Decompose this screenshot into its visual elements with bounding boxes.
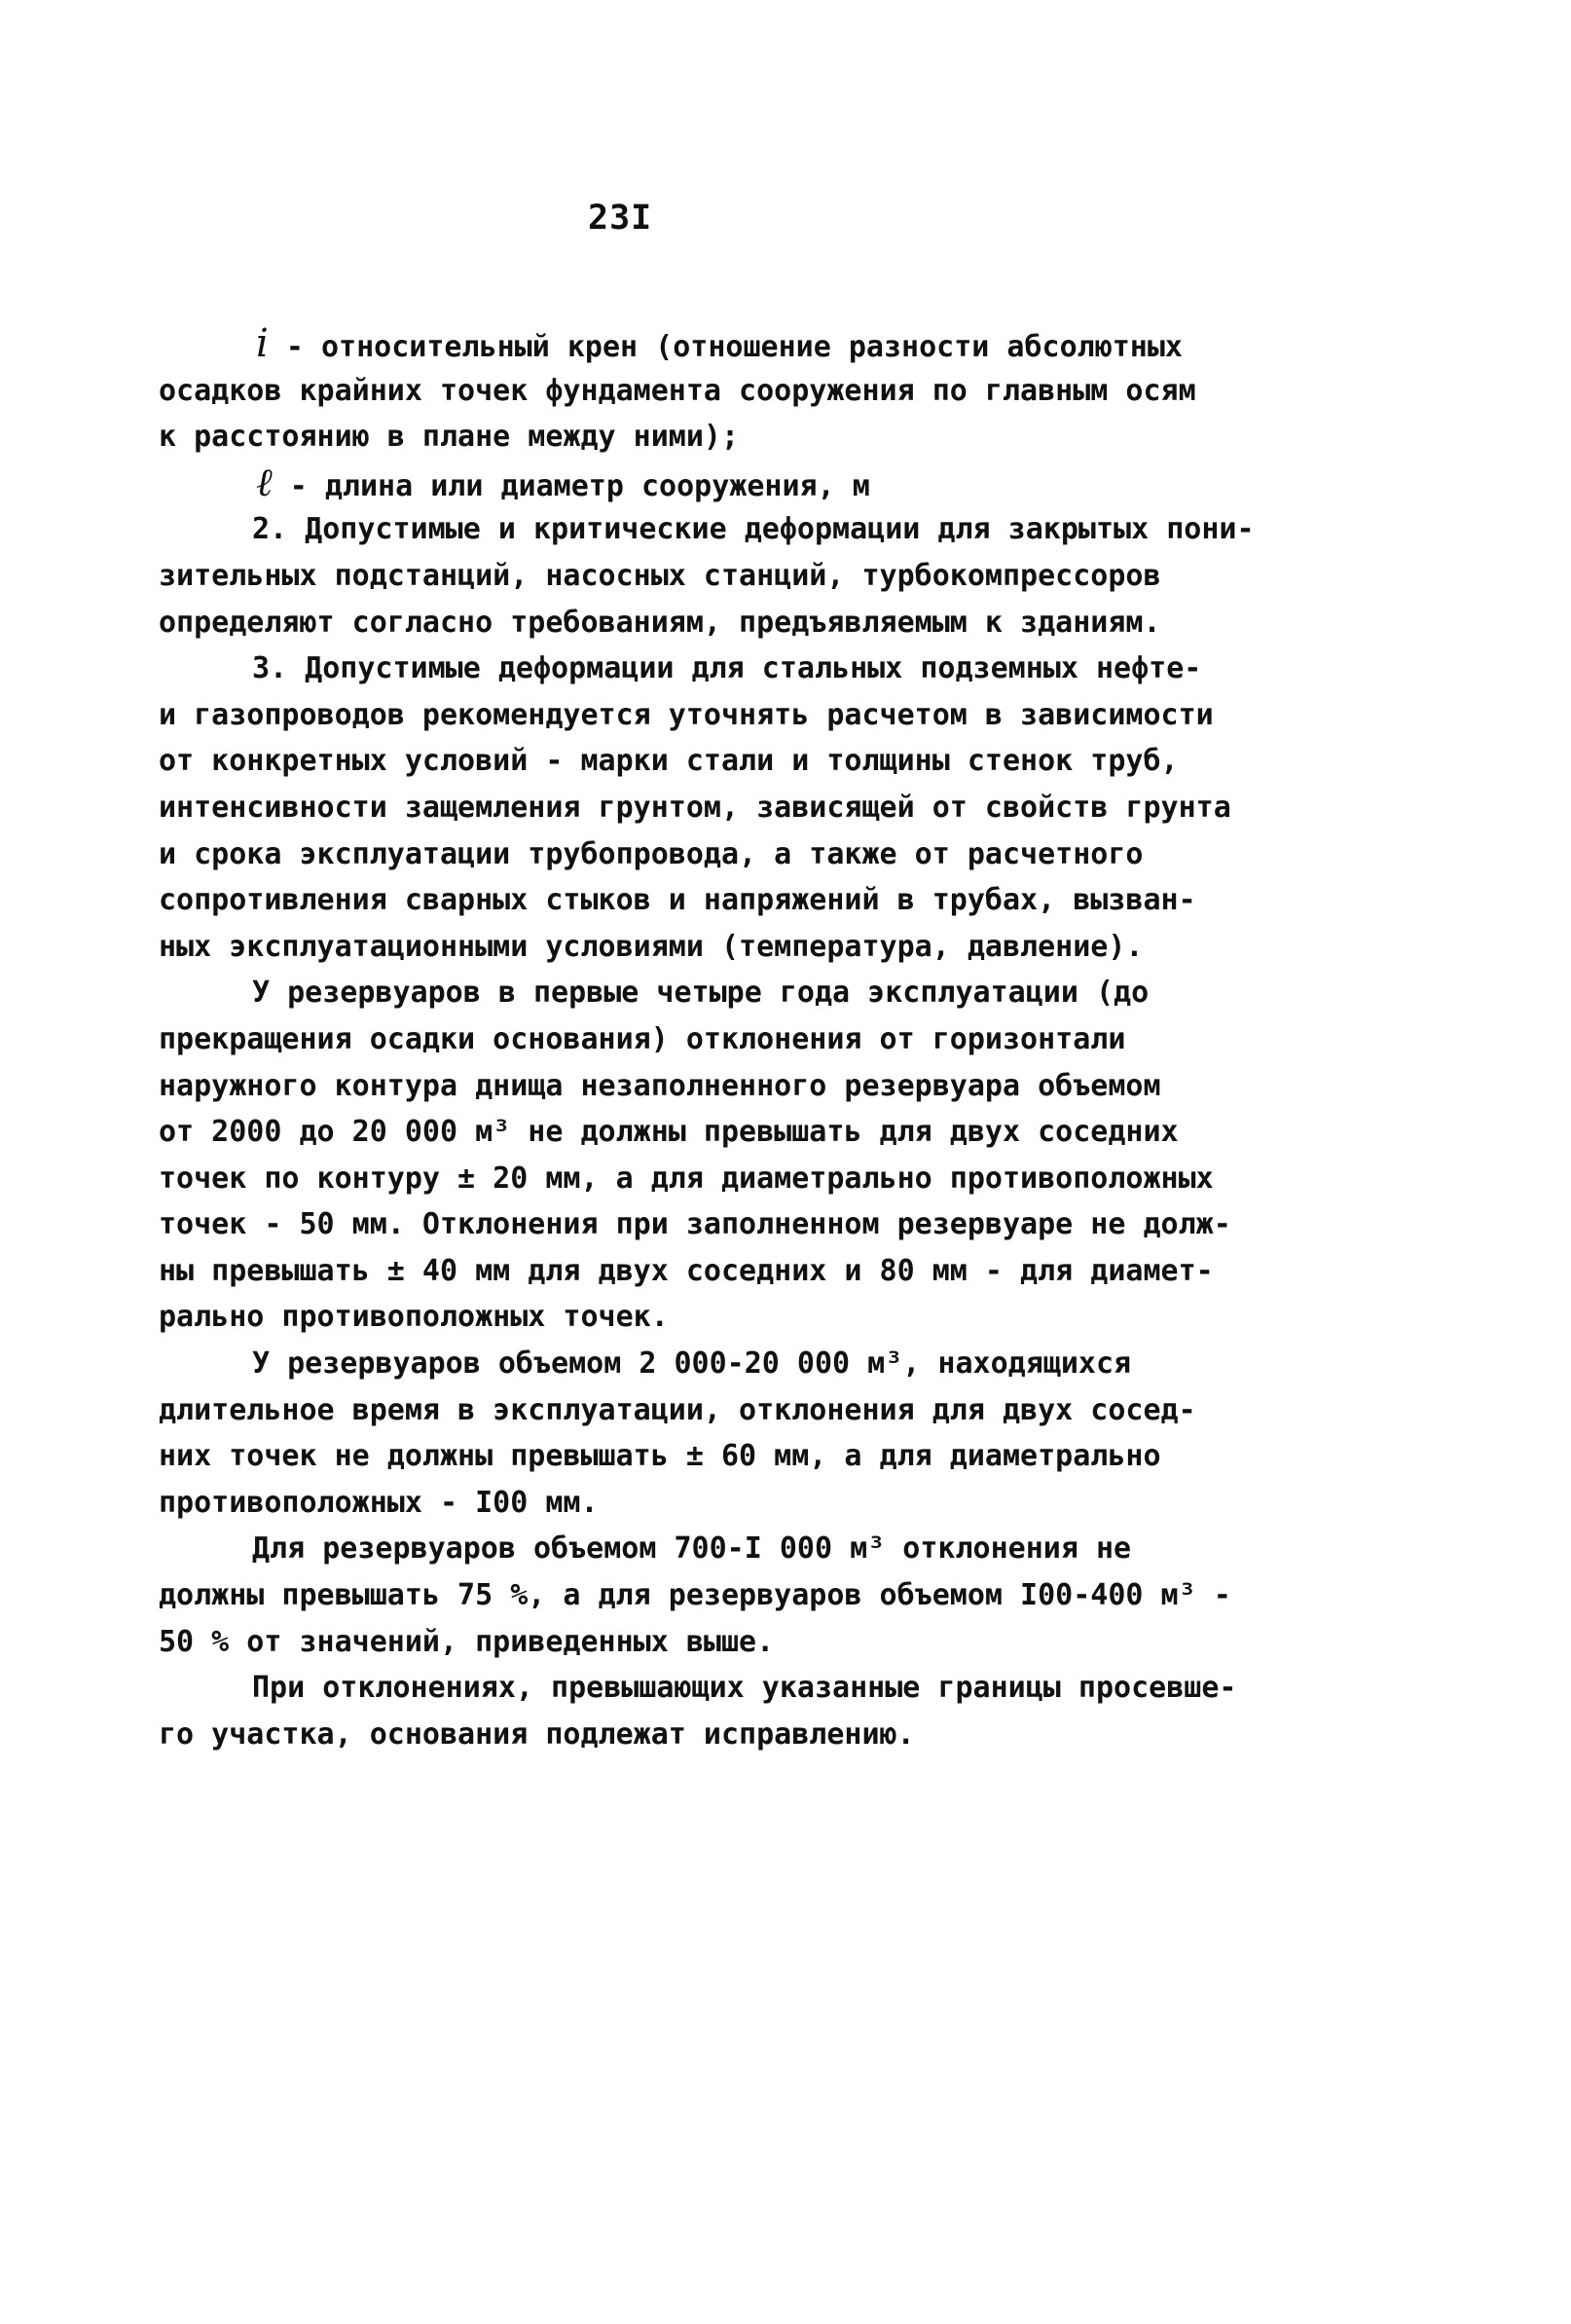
text-line: ных эксплуатационными условиями (температура, давление).: [159, 929, 1144, 964]
page-number: 23I: [588, 199, 653, 238]
text-line: и газопроводов рекомендуется уточнять расчетом в зависимости: [159, 697, 1214, 732]
text-line: 3. Допустимые деформации для стальных подземных нефте-: [252, 651, 1202, 686]
text-line: 50 % от значений, приведенных выше.: [159, 1624, 775, 1659]
text-line: [159, 321, 1327, 368]
text-line: [159, 461, 1327, 507]
text-line: наружного контура днища незаполненного резервуара объемом: [159, 1068, 1161, 1103]
text-line: прекращения осадки основания) отклонения от горизонтали: [159, 1021, 1126, 1056]
text-line: и срока эксплуатации трубопровода, а также от расчетного: [159, 836, 1144, 871]
text-line: точек по контуру ± 20 мм, а для диаметрально противоположных: [159, 1161, 1214, 1196]
text-line: го участка, основания подлежат исправлению.: [159, 1716, 915, 1752]
text-line: осадков крайних точек фундамента сооружения по главным осям: [159, 373, 1196, 408]
text-line: рально противоположных точек.: [159, 1300, 669, 1335]
text-line: от конкретных условий - марки стали и толщины стенок труб,: [159, 744, 1179, 779]
symbol-i: i: [256, 321, 269, 366]
text-line: точек - 50 мм. Отклонения при заполненном резервуаре не долж-: [159, 1207, 1231, 1242]
text-line: определяют согласно требованиям, предъявляемым к зданиям.: [159, 605, 1161, 640]
body-text: [159, 321, 1327, 1757]
text-line: противоположных - I00 мм.: [159, 1485, 599, 1520]
text-line: У резервуаров в первые четыре года эксплуатации (до: [252, 976, 1150, 1011]
text-line: от 2000 до 20 000 м³ не должны превышать для двух соседних: [159, 1115, 1179, 1150]
text-line: сопротивления сварных стыков и напряжений в трубах, вызван-: [159, 883, 1196, 918]
text-line: Для резервуаров объемом 700-I 000 м³ отклонения не: [252, 1531, 1132, 1567]
text-line: к расстоянию в плане между ними);: [159, 420, 740, 455]
text-line: У резервуаров объемом 2 000-20 000 м³, находящихся: [252, 1346, 1132, 1382]
text-line: интенсивности защемления грунтом, зависящей от свойств грунта: [159, 790, 1231, 825]
text-line: При отклонениях, превышающих указанные границы просевше-: [252, 1671, 1237, 1706]
text-line: длительное время в эксплуатации, отклонения для двух сосед-: [159, 1392, 1196, 1427]
text-line: ны превышать ± 40 мм для двух соседних и 80 мм - для диамет-: [159, 1253, 1214, 1288]
symbol-l: ℓ: [256, 460, 273, 505]
line-text: - относительный крен (отношение разности абсолютных: [268, 330, 1183, 364]
text-line: них точек не должны превышать ± 60 мм, а для диаметрально: [159, 1439, 1161, 1474]
text-line: должны превышать 75 %, а для резервуаров объемом I00-400 м³ -: [159, 1578, 1231, 1613]
text-line: зительных подстанций, насосных станций, турбокомпрессоров: [159, 558, 1161, 593]
text-line: 2. Допустимые и критические деформации для закрытых пони-: [252, 512, 1255, 547]
line-text: - длина или диаметр сооружения, м: [272, 468, 870, 503]
